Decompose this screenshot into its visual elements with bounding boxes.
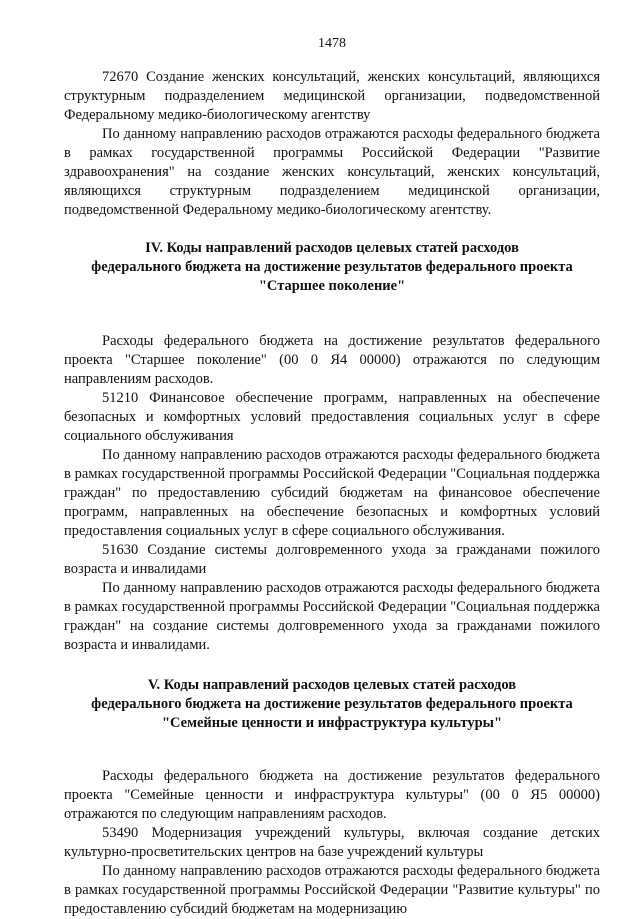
paragraph-section-iv-intro: Расходы федерального бюджета на достижение результатов федерального проекта "Старшее поколение" (00 0 Я4 00000) отражаются по следующим направлениям расходов.	[64, 333, 600, 387]
paragraph-72670-description: По данному направлению расходов отражаются расходы федерального бюджета в рамках государственной программы Российской Федерации "Развитие здравоохранения" на создание женских консультаций, женских консультаций, являющихся структурным подразделением медицинской организации, подведомственной Федеральному медико-биологическому агентству.	[64, 126, 600, 218]
section-v-heading	[64, 676, 600, 733]
paragraph-51210-title: 51210 Финансовое обеспечение программ, направленных на обеспечение безопасных и комфортных условий предоставления социальных услуг в сфере социального обслуживания	[64, 390, 600, 444]
paragraph-72670-title: 72670 Создание женских консультаций, женских консультаций, являющихся структурным подразделением медицинской организации, подведомственной Федеральному медико-биологическому агентству	[64, 69, 600, 123]
document-page	[64, 36, 600, 919]
paragraph-51630-description: По данному направлению расходов отражаются расходы федерального бюджета в рамках государственной программы Российской Федерации "Социальная поддержка граждан" на создание системы долговременного ухода за гражданами пожилого возраста и инвалидами.	[64, 580, 600, 653]
paragraph-53490-title: 53490 Модернизация учреждений культуры, включая создание детских культурно-просветительских центров на базе учреждений культуры	[64, 825, 600, 860]
paragraph-51630-title: 51630 Создание системы долговременного ухода за гражданами пожилого возраста и инвалидами	[64, 542, 600, 577]
section-v-heading-line-3: "Семейные ценности и инфраструктура культуры"	[161, 715, 503, 731]
section-v-heading-line-2: федерального бюджета на достижение результатов федерального проекта	[91, 696, 573, 712]
section-iv-heading-line-3: "Старшее поколение"	[258, 278, 406, 294]
section-iv-heading-line-1: IV. Коды направлений расходов целевых статей расходов	[145, 240, 519, 256]
paragraph-section-v-intro: Расходы федерального бюджета на достижение результатов федерального проекта "Семейные ценности и инфраструктура культуры" (00 0 Я5 00000) отражаются по следующим направлениям расходов.	[64, 768, 600, 822]
paragraph-53490-description: По данному направлению расходов отражаются расходы федерального бюджета в рамках государственной программы Российской Федерации "Развитие культуры" по предоставлению субсидий бюджетам на модернизацию	[64, 863, 600, 917]
paragraph-51210-description: По данному направлению расходов отражаются расходы федерального бюджета в рамках государственной программы Российской Федерации "Социальная поддержка граждан" по предоставлению субсидий бюджетам на финансовое обеспечение программ, направленных на обеспечение безопасных и комфортных условий предоставления социальных услуг в сфере социального обслуживания.	[64, 447, 600, 539]
section-iv-heading-line-2: федерального бюджета на достижение результатов федерального проекта	[91, 259, 573, 275]
section-v-heading-line-1: V. Коды направлений расходов целевых статей расходов	[147, 677, 517, 693]
section-iv-heading	[64, 239, 600, 296]
page-number: 1478	[318, 36, 346, 51]
